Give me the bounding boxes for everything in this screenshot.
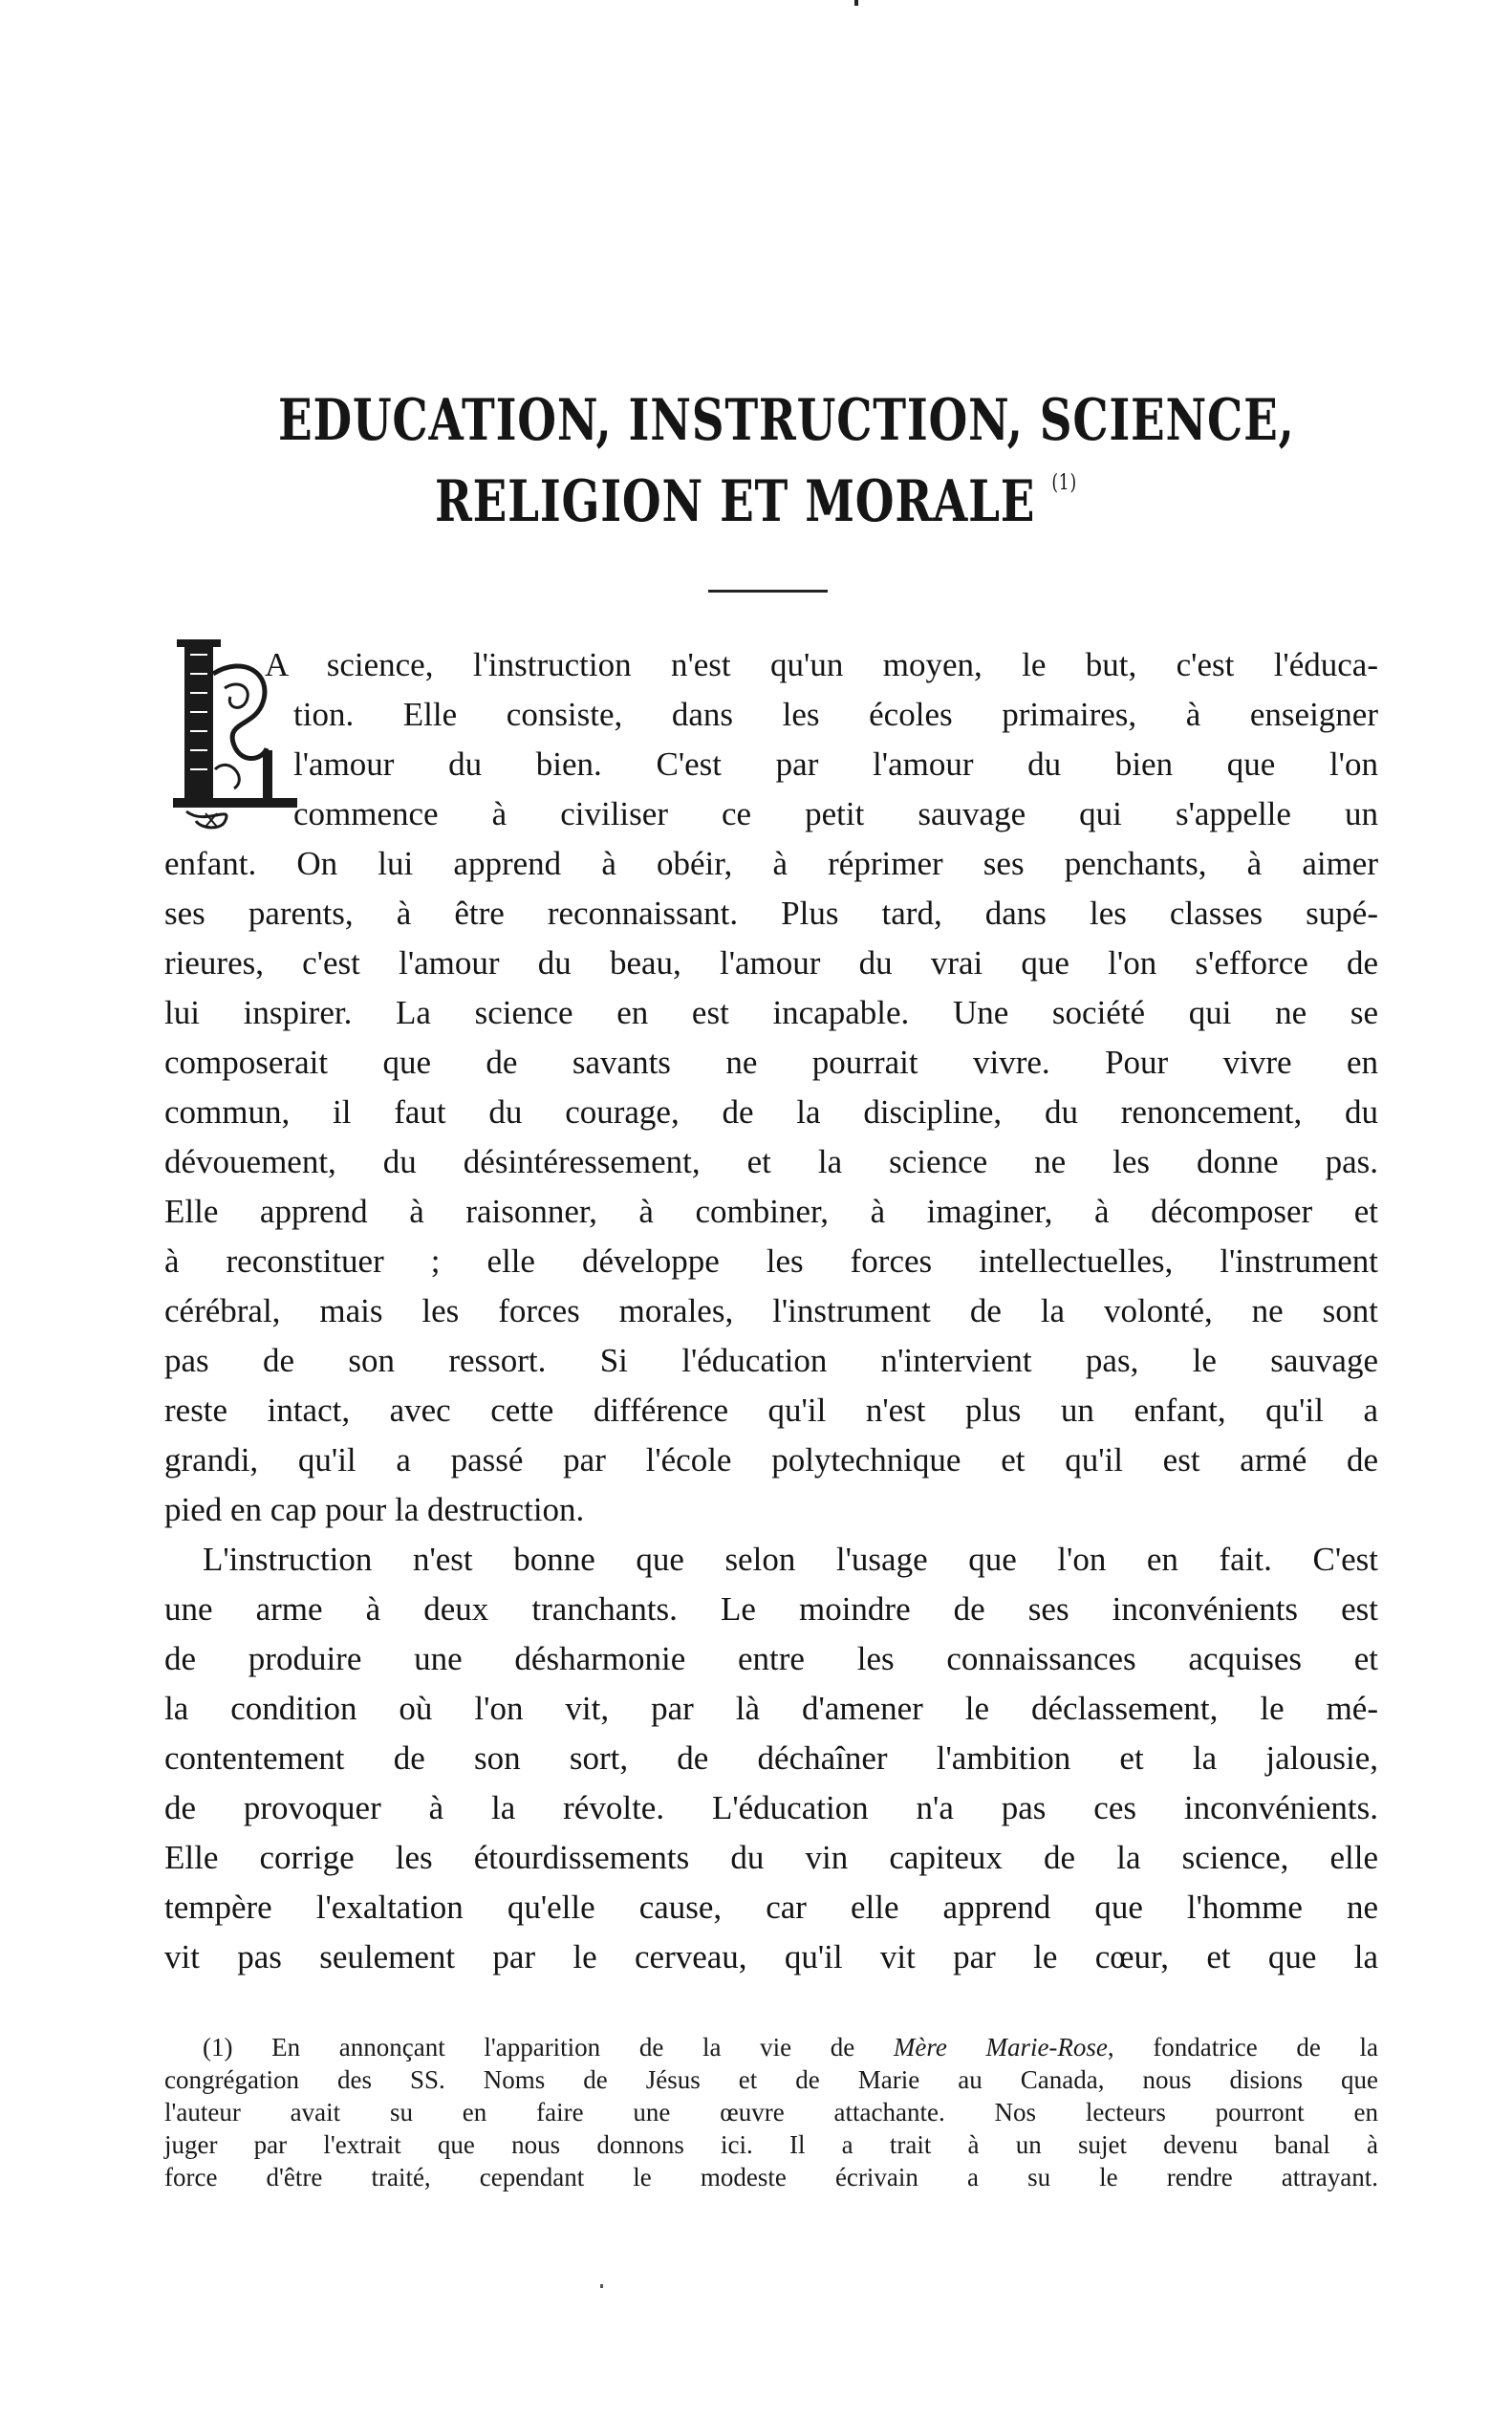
text-line: commun, il faut du courage, de la discipline, du renoncement, du [164,1093,1378,1131]
title-text-2: RELIGION ET MORALE [435,468,1036,535]
footnote-text: , fondatrice de la [1107,2033,1379,2062]
text-line: à reconstituer ; elle développe les forces intellectuelles, l'instrument [164,1242,1378,1280]
text-line: de produire une désharmonie entre les connaissances acquises et [164,1640,1378,1677]
text-line: lui inspirer. La science en est incapable. Une société qui ne se [164,994,1378,1031]
footnote-line [203,2032,1378,2062]
text-line: composerait que de savants ne pourrait vivre. Pour vivre en [164,1044,1378,1081]
text-line: l'amour du bien. C'est par l'amour du bien que l'on [293,745,1378,783]
print-mark [600,2284,603,2288]
page-title-line-1 [278,387,1295,454]
text-line: tion. Elle consiste, dans les écoles primaires, à enseigner [293,696,1378,733]
text-line: cérébral, mais les forces morales, l'instrument de la volonté, ne sont [164,1292,1378,1329]
text-line: pied en cap pour la destruction. [164,1491,585,1528]
title-divider [708,590,828,593]
footnote-book-title: Mère Marie-Rose [893,2033,1108,2062]
text-line: contentement de son sort, de déchaîner l'ambition et la jalousie, [164,1739,1378,1777]
text-line: Elle apprend à raisonner, à combiner, à imaginer, à décomposer et [164,1193,1378,1230]
text-line: tempère l'exaltation qu'elle cause, car elle apprend que l'homme ne [164,1889,1378,1926]
text-line: une arme à deux tranchants. Le moindre de ses inconvénients est [164,1590,1378,1628]
footnote-line: juger par l'extrait que nous donnons ici. Il a trait à un sujet devenu banal à [164,2130,1378,2159]
footnote-line: congrégation des SS. Noms de Jésus et de Marie au Canada, nous disions que [164,2065,1378,2094]
text-line: grandi, qu'il a passé par l'école polytechnique et qu'il est armé de [164,1441,1378,1479]
text-line: reste intact, avec cette différence qu'il n'est plus un enfant, qu'il a [164,1392,1378,1429]
text-line: dévouement, du désintéressement, et la science ne les donne pas. [164,1143,1378,1180]
text-line: rieures, c'est l'amour du beau, l'amour du vrai que l'on s'efforce de [164,944,1378,982]
text-line: vit pas seulement par le cerveau, qu'il vit par le cœur, et que la [164,1938,1378,1975]
print-mark [854,0,858,6]
text-line: A science, l'instruction n'est qu'un moyen, le but, c'est l'éduca- [265,646,1378,683]
text-line: la condition où l'on vit, par là d'amener le déclassement, le mé- [164,1690,1378,1727]
text-line: L'instruction n'est bonne que selon l'usage que l'on en fait. C'est [203,1541,1378,1578]
text-line: enfant. On lui apprend à obéir, à réprimer ses penchants, à aimer [164,845,1378,882]
text-line: commence à civiliser ce petit sauvage qui s'appelle un [293,795,1378,832]
footnote-line: force d'être traité, cependant le modeste écrivain a su le rendre attrayant. [164,2163,1378,2191]
title-text-1: EDUCATION, INSTRUCTION, SCIENCE, [278,387,1295,454]
text-line: de provoquer à la révolte. L'éducation n'a pas ces inconvénients. [164,1789,1378,1826]
footnote-text: (1) En annonçant l'apparition de la vie de [203,2033,894,2062]
footnote-reference: (1) [1051,471,1077,495]
footnote-line: l'auteur avait su en faire une œuvre attachante. Nos lecteurs pourront en [164,2098,1378,2127]
page-title-line-2 [278,468,1234,535]
text-line: ses parents, à être reconnaissant. Plus tard, dans les classes supé- [164,895,1378,932]
text-line: Elle corrige les étourdissements du vin capiteux de la science, elle [164,1839,1378,1876]
text-line: pas de son ressort. Si l'éducation n'intervient pas, le sauvage [164,1342,1378,1379]
